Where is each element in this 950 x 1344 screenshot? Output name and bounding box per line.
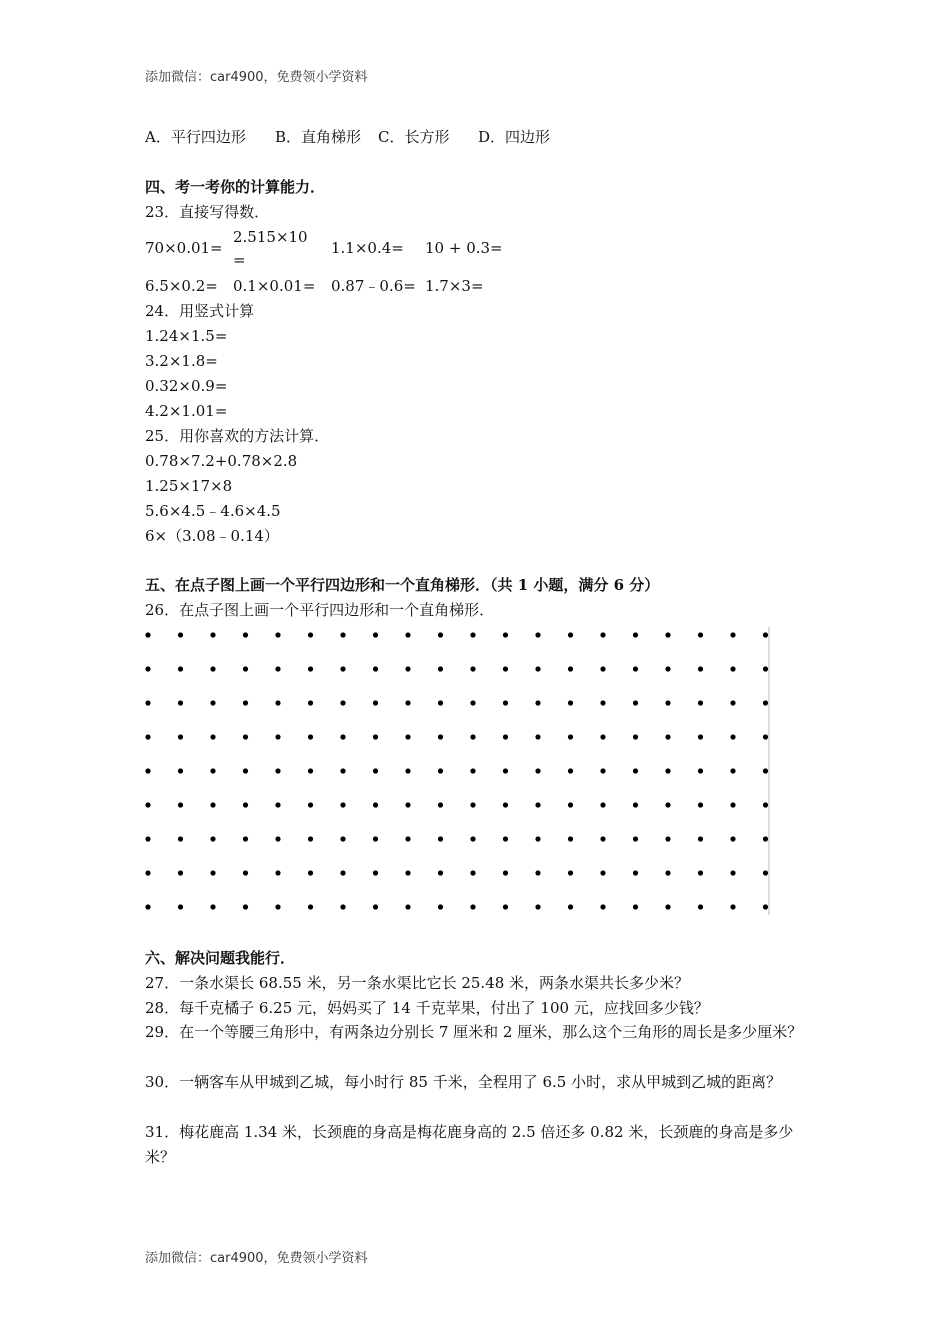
grid-dot [145,700,150,705]
grid-dot [210,904,215,909]
page-header: 添加微信：car4900，免费领小学资料 [145,70,368,85]
grid-dot [373,768,378,773]
grid-dot [470,666,475,671]
vertical-calc-item: 0.32×0.9= [145,377,228,395]
grid-dot [243,768,248,773]
grid-dot [470,632,475,637]
grid-dot [275,836,280,841]
grid-dot [373,904,378,909]
grid-dot [600,632,605,637]
dot-grid[interactable] [143,627,770,915]
grid-dot [308,904,313,909]
grid-dot [470,836,475,841]
grid-dot [210,734,215,739]
grid-dot [308,700,313,705]
grid-dot [145,768,150,773]
grid-dot [535,632,540,637]
grid-dot [763,700,768,705]
grid-dot [340,802,345,807]
grid-dot [763,802,768,807]
grid-dot [665,700,670,705]
grid-dot [275,734,280,739]
grid-dot [665,632,670,637]
grid-dot [730,768,735,773]
grid-dot [438,836,443,841]
grid-dot [730,836,735,841]
grid-dot [308,836,313,841]
vertical-calc-item: 3.2×1.8= [145,352,218,370]
grid-dot [438,632,443,637]
grid-dot [178,904,183,909]
calc-item: 6.5×0.2= [145,277,218,295]
grid-dot [665,836,670,841]
grid-dot [600,734,605,739]
grid-dot [210,870,215,875]
section-4-title: 四、考一考你的计算能力． [145,178,326,196]
grid-dot [340,836,345,841]
section-5-title: 五、在点子图上画一个平行四边形和一个直角梯形．（共 1 小题，满分 6 分） [145,576,660,594]
grid-dot [763,666,768,671]
grid-dot [405,802,410,807]
grid-dot [405,870,410,875]
grid-dot [698,836,703,841]
method-calc-item: 0.78×7.2+0.78×2.8 [145,452,298,470]
grid-dot [340,666,345,671]
grid-dot [763,870,768,875]
grid-dot [405,734,410,739]
grid-dot [698,666,703,671]
grid-dot [243,836,248,841]
grid-dot [243,666,248,671]
grid-dot [438,870,443,875]
grid-dot [275,904,280,909]
grid-dot [633,836,638,841]
question-27: 27．一条水渠长 68.55 米，另一条水渠比它长 25.48 米，两条水渠共长多少米？ [145,974,690,992]
grid-dot [210,666,215,671]
question-31: 31．梅花鹿高 1.34 米，长颈鹿的身高是梅花鹿身高的 2.5 倍还多 0.82 米，长颈鹿的身高是多少米？ [145,1123,794,1166]
method-calc-item: 5.6×4.5﹣4.6×4.5 [145,502,281,520]
calc-item: 1.1×0.4= [331,239,404,257]
grid-dot [763,768,768,773]
grid-dot [503,666,508,671]
grid-dot [243,904,248,909]
grid-dot [568,768,573,773]
grid-dot [503,700,508,705]
grid-dot [470,734,475,739]
method-calc-item: 1.25×17×8 [145,477,233,495]
grid-dot [373,700,378,705]
grid-dot [698,802,703,807]
grid-dot [308,870,313,875]
grid-dot [633,734,638,739]
question-29: 29．在一个等腰三角形中，有两条边分别长 7 厘米和 2 厘米，那么这个三角形的周长是多少厘米？ [145,1023,803,1041]
grid-dot [535,870,540,875]
grid-dot [503,632,508,637]
grid-dot [340,734,345,739]
grid-dot [275,870,280,875]
grid-dot [633,802,638,807]
grid-dot [340,904,345,909]
grid-dot [275,802,280,807]
grid-dot [665,768,670,773]
calc-item: 0.87﹣0.6= [331,277,416,295]
option-c: C．长方形 [378,128,450,146]
calc-item: 70×0.01= [145,239,223,257]
grid-dot [405,904,410,909]
grid-dot [568,666,573,671]
grid-dot [243,734,248,739]
grid-dot [438,734,443,739]
grid-dot [145,870,150,875]
page-footer: 添加微信：car4900，免费领小学资料 [145,1251,368,1266]
grid-dot [535,666,540,671]
option-a: A．平行四边形 [145,128,246,146]
calc-item: 1.7×3= [425,277,484,295]
grid-dot [243,802,248,807]
grid-dot [373,666,378,671]
grid-dot [210,700,215,705]
grid-dot [438,700,443,705]
grid-dot [308,734,313,739]
grid-dot [503,836,508,841]
grid-dot [730,802,735,807]
grid-dot [438,666,443,671]
grid-dot [633,768,638,773]
grid-dot [145,836,150,841]
grid-dot [470,768,475,773]
grid-dot [145,632,150,637]
grid-dot [178,632,183,637]
grid-dot [308,666,313,671]
grid-dot [178,666,183,671]
grid-dot [503,904,508,909]
grid-dot [340,632,345,637]
calc-item: 0.1×0.01= [233,277,316,295]
grid-dot [145,904,150,909]
grid-dot [633,904,638,909]
grid-dot [178,768,183,773]
grid-dot [340,768,345,773]
grid-dot [535,802,540,807]
grid-dot [243,700,248,705]
grid-dot [763,632,768,637]
grid-dot [698,870,703,875]
grid-dot [568,870,573,875]
grid-dot [405,666,410,671]
grid-dot [698,734,703,739]
grid-dot [665,904,670,909]
grid-dot [178,700,183,705]
grid-dot [665,870,670,875]
grid-dot [568,802,573,807]
grid-dot [470,870,475,875]
grid-dot [730,632,735,637]
grid-dot [275,768,280,773]
grid-dot [535,768,540,773]
grid-dot [308,632,313,637]
grid-dot [698,768,703,773]
grid-dot [145,734,150,739]
grid-dot [535,734,540,739]
grid-dot [405,632,410,637]
grid-dot [503,734,508,739]
grid-dot [178,802,183,807]
grid-dot [763,836,768,841]
grid-dot [470,904,475,909]
grid-dot [275,700,280,705]
grid-dot [210,632,215,637]
grid-dot [633,666,638,671]
grid-dot [568,836,573,841]
grid-dot [535,700,540,705]
question-24: 24．用竖式计算 [145,302,255,320]
grid-dot [503,870,508,875]
grid-dot [405,700,410,705]
grid-dot [275,632,280,637]
grid-dot [373,632,378,637]
grid-dot [145,666,150,671]
grid-dot [243,870,248,875]
grid-dot [763,734,768,739]
grid-dot [405,768,410,773]
grid-dot [633,870,638,875]
method-calc-item: 6×（3.08﹣0.14） [145,527,279,545]
grid-dot [600,768,605,773]
option-d: D．四边形 [478,128,551,146]
grid-dot [535,904,540,909]
grid-dot [600,802,605,807]
grid-dot [568,904,573,909]
grid-dot [405,836,410,841]
grid-dot [373,836,378,841]
grid-dot [730,734,735,739]
vertical-calc-item: 1.24×1.5= [145,327,228,345]
grid-dot [503,768,508,773]
grid-dot [275,666,280,671]
question-30: 30．一辆客车从甲城到乙城，每小时行 85 千米，全程用了 6.5 小时，求从甲城到乙城的距离？ [145,1073,782,1091]
section-6-title: 六、解决问题我能行． [145,949,296,967]
answer-options [145,127,550,147]
grid-dot [698,700,703,705]
grid-dot [145,802,150,807]
grid-dot [600,870,605,875]
grid-dot [243,632,248,637]
grid-dot [438,768,443,773]
grid-dot [698,632,703,637]
question-28: 28．每千克橘子 6.25 元，妈妈买了 14 千克苹果，付出了 100 元，应找回多少钱？ [145,999,709,1017]
grid-dot [730,904,735,909]
grid-dot [730,870,735,875]
grid-dot [438,802,443,807]
question-23: 23．直接写得数． [145,203,270,221]
grid-dot [178,870,183,875]
grid-dot [373,802,378,807]
grid-dot [470,700,475,705]
grid-dot [633,700,638,705]
grid-dot [698,904,703,909]
grid-dot [340,700,345,705]
grid-dot [568,632,573,637]
grid-dot [730,666,735,671]
grid-dot [665,734,670,739]
grid-dot [665,666,670,671]
grid-dot [470,802,475,807]
grid-dot [340,870,345,875]
grid-dot [308,768,313,773]
grid-dot [600,666,605,671]
grid-dot [600,700,605,705]
grid-dot [308,802,313,807]
grid-dot [178,836,183,841]
question-26: 26．在点子图上画一个平行四边形和一个直角梯形． [145,601,495,619]
grid-dot [210,768,215,773]
calc-item-equals: = [233,251,246,269]
grid-dot [568,700,573,705]
grid-dot [568,734,573,739]
calc-item: 2.515×10 [233,228,308,246]
grid-dot [503,802,508,807]
vertical-calc-item: 4.2×1.01= [145,402,228,420]
grid-dot [633,632,638,637]
calc-item: 10 + 0.3= [425,239,503,257]
grid-dot [178,734,183,739]
grid-dot [210,836,215,841]
grid-dot [210,802,215,807]
grid-dot [600,836,605,841]
grid-dot [535,836,540,841]
grid-dot [730,700,735,705]
grid-dot [373,870,378,875]
option-b: B．直角梯形 [275,128,362,146]
question-25: 25．用你喜欢的方法计算． [145,427,330,445]
grid-dot [665,802,670,807]
grid-dot [373,734,378,739]
grid-dot [438,904,443,909]
grid-dot [763,904,768,909]
grid-dot [600,904,605,909]
